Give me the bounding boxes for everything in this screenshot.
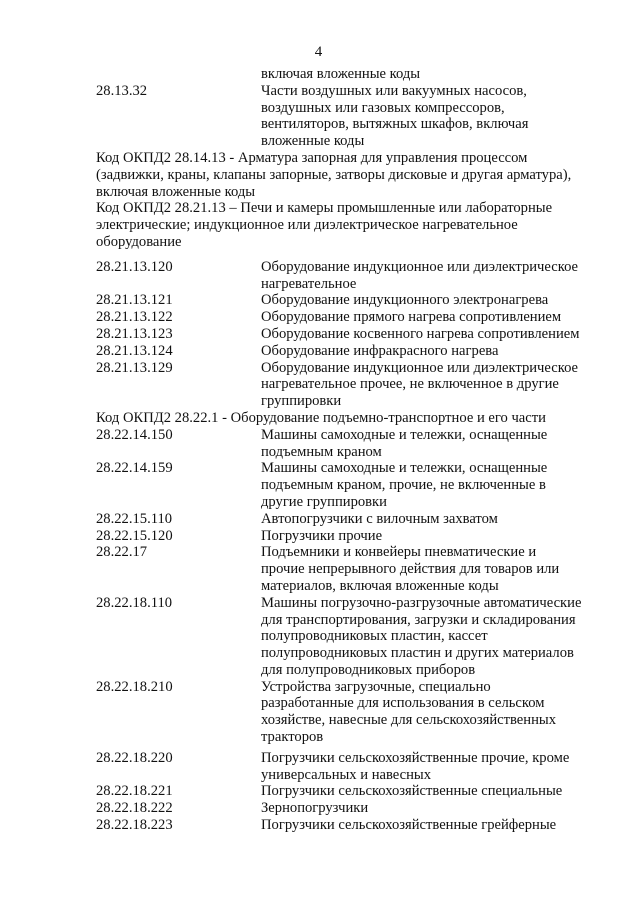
item-description: Оборудование индукционного электронагрева xyxy=(261,292,549,309)
item-code: 28.13.32 xyxy=(96,82,148,99)
item-description: Автопогрузчики с вилочным захватом xyxy=(261,510,498,527)
item-description: Части воздушных или вакуумных насосов, воздушных или газовых компрессоров, вентиляторов, вытяжных шкафов, включая вложенные коды xyxy=(261,82,529,150)
item-code: 28.21.13.124 xyxy=(96,342,173,359)
item-description: Машины погрузочно-разгрузочные автоматические для транспортирования, загрузки и складирования полупроводниковых пластин, кассет полупроводниковых пластин и других материалов для полупроводниковых приборов xyxy=(261,594,582,678)
classifier-list xyxy=(96,66,596,834)
item-description: Машины самоходные и тележки, оснащенные подъемным краном xyxy=(261,426,548,460)
item-code: 28.21.13.121 xyxy=(96,292,173,309)
item-code: 28.21.13.120 xyxy=(96,258,173,275)
item-code: 28.22.18.222 xyxy=(96,800,173,817)
item-code: 28.22.15.110 xyxy=(96,510,173,527)
list-item xyxy=(96,750,596,784)
list-item xyxy=(96,360,596,410)
list-item xyxy=(96,326,596,343)
item-code: 28.22.18.220 xyxy=(96,749,173,766)
item-code: 28.22.18.221 xyxy=(96,783,173,800)
list-item xyxy=(96,83,596,150)
item-description: Погрузчики сельскохозяйственные специальные xyxy=(261,783,563,800)
item-code: 28.22.14.150 xyxy=(96,426,173,443)
list-item xyxy=(96,528,596,545)
list-item xyxy=(96,309,596,326)
item-description: Погрузчики сельскохозяйственные грейферные xyxy=(261,817,557,834)
list-item xyxy=(96,343,596,360)
item-description: включая вложенные коды xyxy=(261,66,421,82)
item-code: 28.22.15.120 xyxy=(96,527,173,544)
section-heading: Код ОКПД2 28.21.13 – Печи и камеры промышленные или лабораторные электрические; индукционное или диэлектрическое нагревательное оборудование xyxy=(96,200,553,250)
list-item xyxy=(96,427,596,461)
item-description: Оборудование индукционное или диэлектрическое нагревательное прочее, не включенное в другие группировки xyxy=(261,359,579,410)
list-item xyxy=(96,800,596,817)
item-code: 28.22.18.110 xyxy=(96,594,173,611)
item-description: Подъемники и конвейеры пневматические и прочие непрерывного действия для товаров или материалов, включая вложенные коды xyxy=(261,544,560,594)
list-item xyxy=(96,460,596,510)
item-description: Машины самоходные и тележки, оснащенные подъемным краном, прочие, не включенные в другие группировки xyxy=(261,460,548,510)
item-description: Оборудование прямого нагрева сопротивлением xyxy=(261,309,562,326)
section-heading: Код ОКПД2 28.14.13 - Арматура запорная для управления процессом (задвижки, краны, клапаны запорные, затворы дисковые и другая арматура), включая вложенные коды xyxy=(96,149,572,200)
list-item xyxy=(96,511,596,528)
item-description: Устройства загрузочные, специально разработанные для использования в сельском хозяйстве, навесные для сельскохозяйственных тракторов xyxy=(261,678,556,746)
list-item xyxy=(96,544,596,594)
item-description: Погрузчики сельскохозяйственные прочие, кроме универсальных и навесных xyxy=(261,749,570,783)
item-description: Погрузчики прочие xyxy=(261,527,383,544)
list-item xyxy=(96,679,596,746)
list-item xyxy=(96,783,596,800)
item-code: 28.21.13.122 xyxy=(96,309,173,326)
list-item xyxy=(96,595,596,679)
item-code: 28.22.18.210 xyxy=(96,678,173,695)
item-description: Оборудование косвенного нагрева сопротивлением xyxy=(261,325,580,342)
list-item xyxy=(96,259,596,293)
page-number: 4 xyxy=(314,44,323,60)
item-description: Оборудование индукционное или диэлектрическое нагревательное xyxy=(261,258,579,292)
item-code: 28.22.18.223 xyxy=(96,817,173,834)
item-code: 28.22.14.159 xyxy=(96,460,173,477)
section-heading: Код ОКПД2 28.22.1 - Оборудование подъемно-транспортное и его части xyxy=(96,409,546,426)
list-item xyxy=(96,817,596,834)
item-description: Оборудование инфракрасного нагрева xyxy=(261,342,499,359)
list-item xyxy=(96,66,596,83)
item-code: 28.21.13.129 xyxy=(96,359,173,376)
list-item xyxy=(96,292,596,309)
item-code: 28.21.13.123 xyxy=(96,325,173,342)
item-code: 28.22.17 xyxy=(96,544,148,561)
item-description: Зернопогрузчики xyxy=(261,800,369,817)
